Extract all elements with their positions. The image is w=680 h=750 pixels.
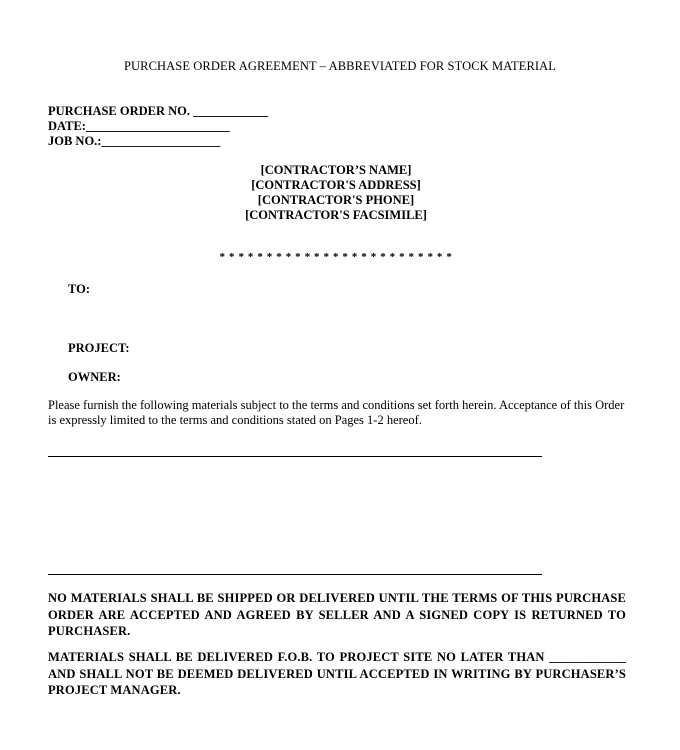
contractor-info	[0, 163, 672, 223]
star-separator: * * * * * * * * * * * * * * * * * * * * * * * * *	[219, 251, 453, 263]
owner-label: OWNER:	[68, 370, 121, 384]
contractor-name: [CONTRACTOR’S NAME]	[260, 163, 412, 177]
to-label: TO:	[68, 282, 90, 296]
header-fields	[48, 104, 268, 149]
delivery-notice: MATERIALS SHALL BE DELIVERED F.O.B. TO PROJECT SITE NO LATER THAN ____________ AND SHALL NOT BE DEEMED DELIVERED UNTIL ACCEPTED IN WRITING BY PURCHASER’S PROJECT MANAGER.	[48, 650, 626, 697]
date-field: DATE:_______________________	[48, 119, 230, 133]
materials-rule-top	[48, 456, 542, 457]
contractor-address: [CONTRACTOR'S ADDRESS]	[251, 178, 421, 192]
purchase-order-number-field: PURCHASE ORDER NO. ____________	[48, 104, 269, 118]
intro-paragraph: Please furnish the following materials subject to the terms and conditions set forth herein. Acceptance of this Order is expressly limited to the terms and conditions stated on Pages 1-2 hereof.	[48, 398, 625, 427]
contractor-facsimile: [CONTRACTOR'S FACSIMILE]	[245, 208, 427, 222]
materials-rule-bottom	[48, 574, 542, 575]
project-label: PROJECT:	[68, 341, 130, 355]
shipping-notice: NO MATERIALS SHALL BE SHIPPED OR DELIVERED UNTIL THE TERMS OF THIS PURCHASE ORDER ARE ACCEPTED AND AGREED BY SELLER AND A SIGNED COPY IS RETURNED TO PURCHASER.	[48, 591, 626, 638]
document-title: PURCHASE ORDER AGREEMENT – ABBREVIATED FOR STOCK MATERIAL	[123, 59, 557, 73]
job-number-field: JOB NO.:___________________	[48, 134, 221, 148]
contractor-phone: [CONTRACTOR'S PHONE]	[257, 193, 415, 207]
